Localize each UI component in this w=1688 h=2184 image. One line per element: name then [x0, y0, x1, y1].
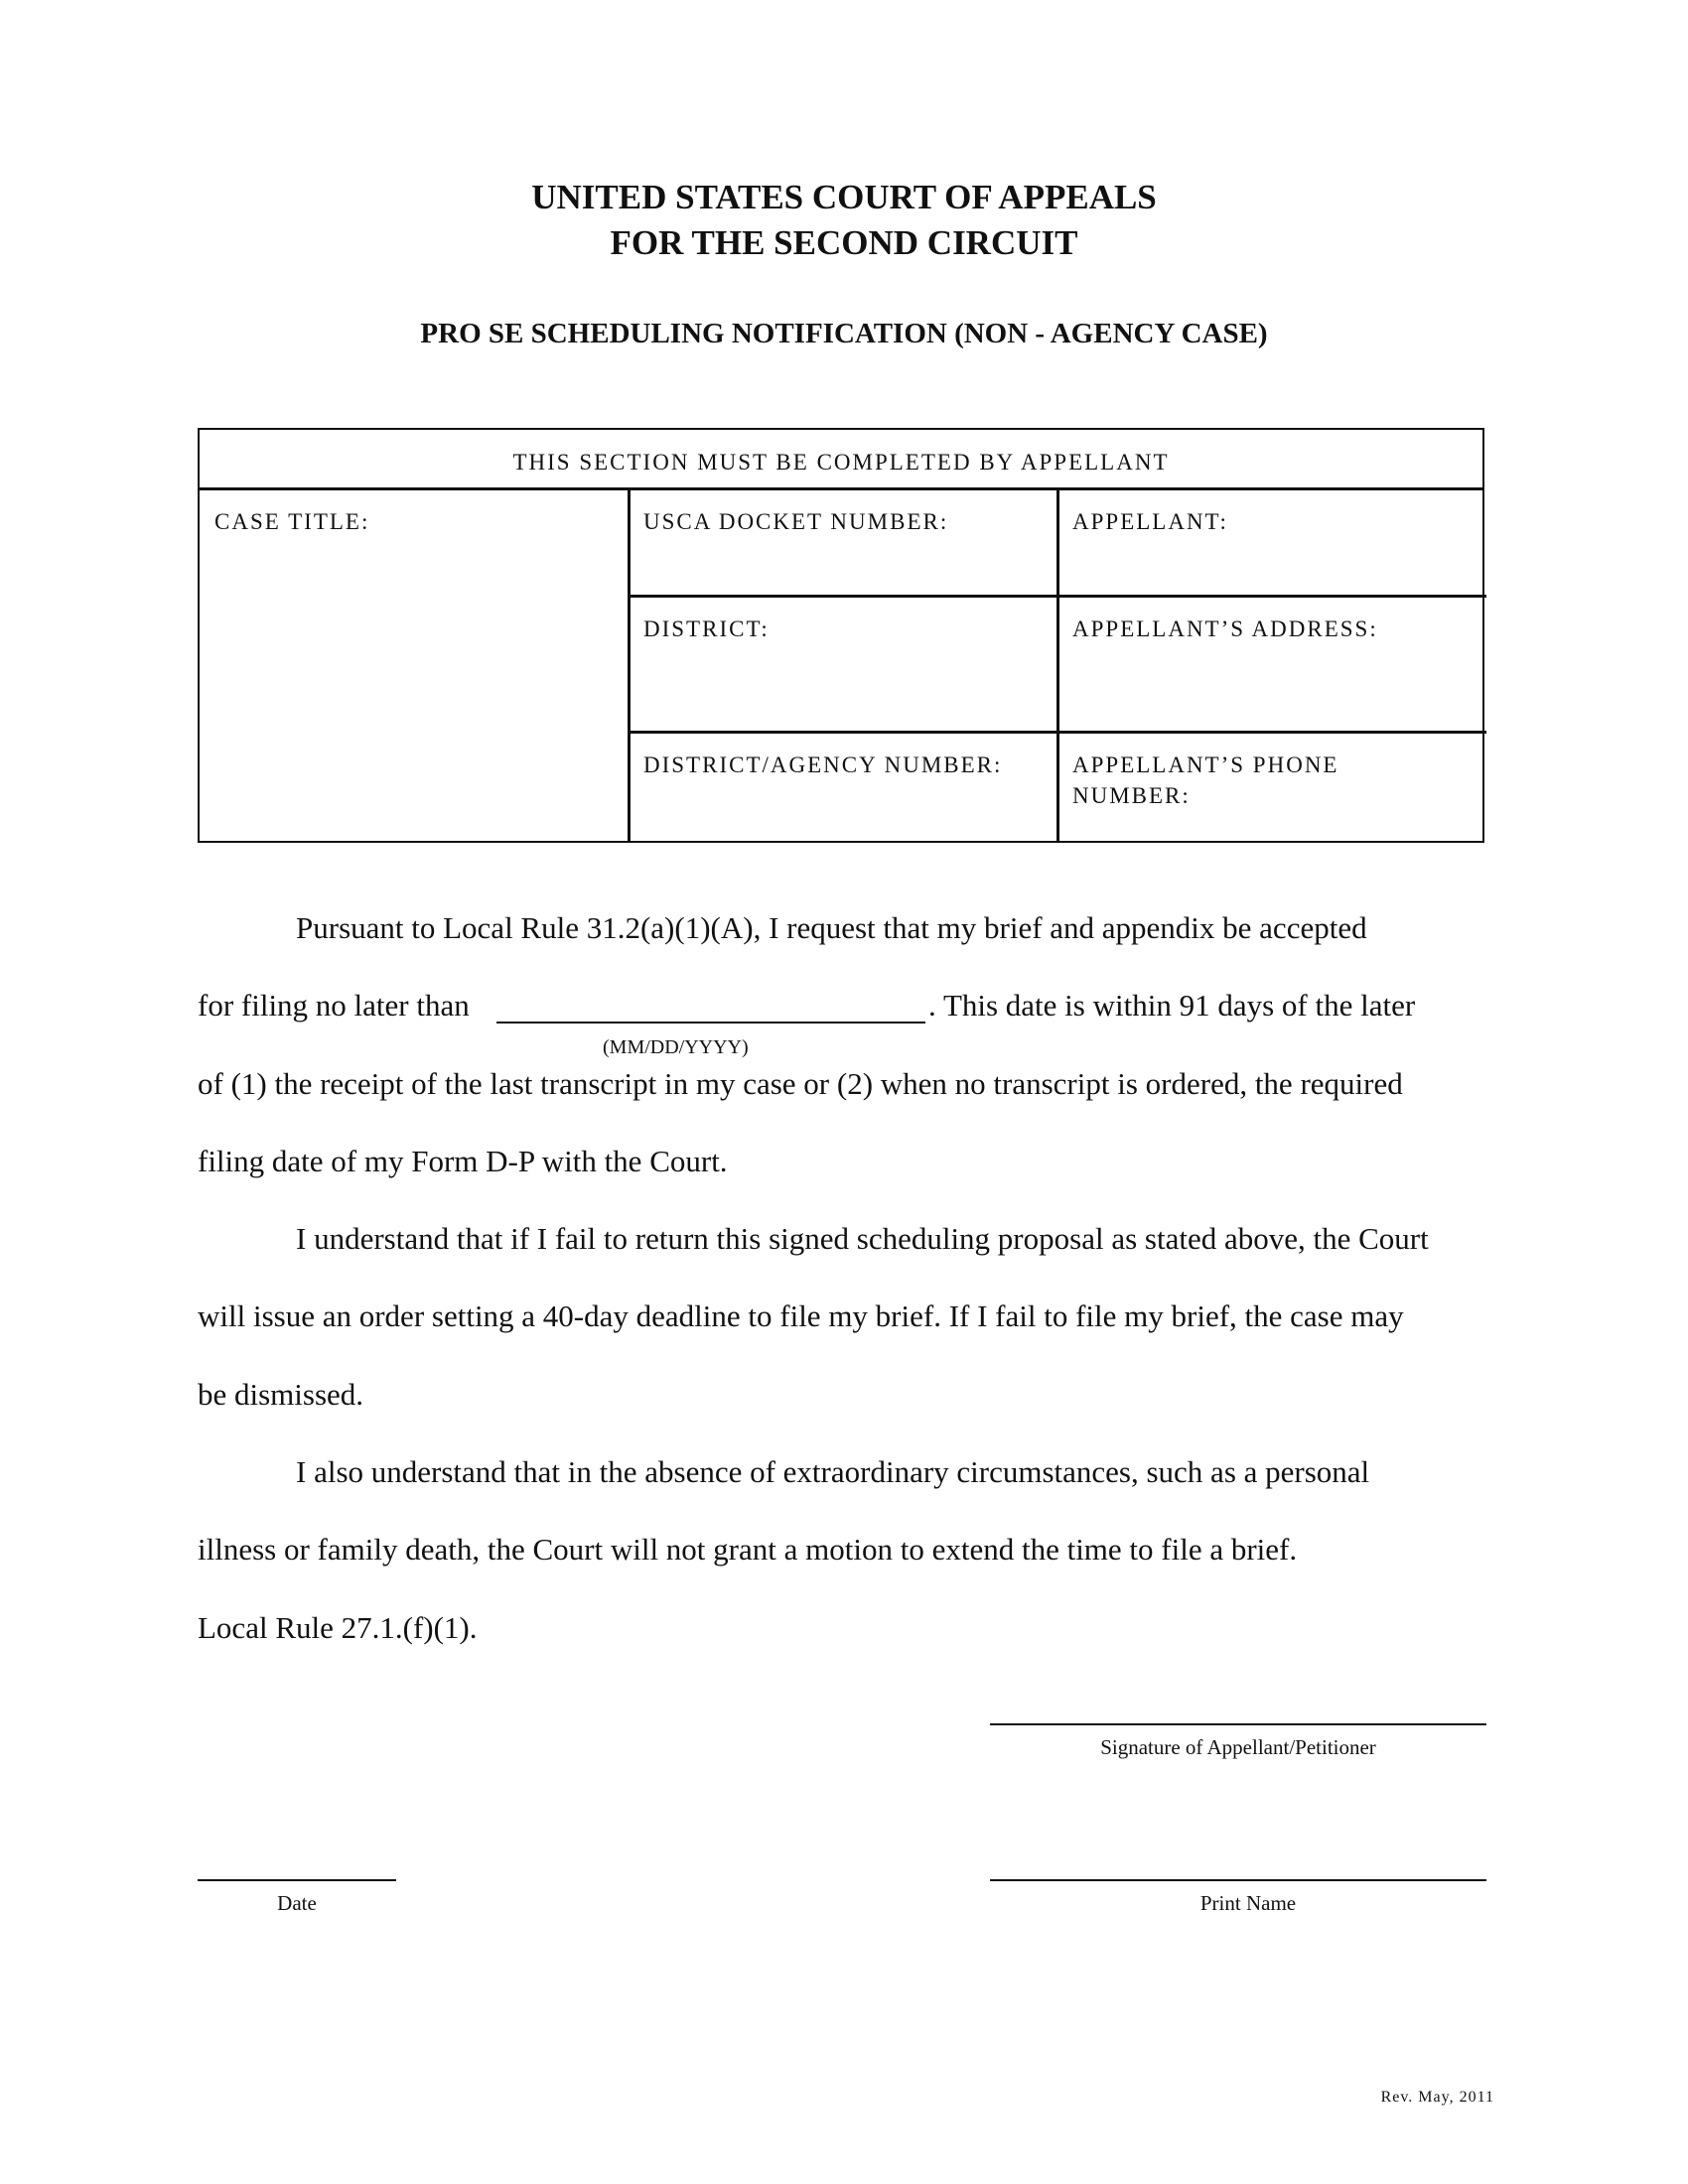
table-divider: [200, 487, 1482, 490]
table-divider: [628, 487, 631, 843]
paragraph-line: filing date of my Form D-P with the Court.: [198, 1144, 728, 1178]
paragraph-line: Pursuant to Local Rule 31.2(a)(1)(A), I request that my brief and appendix be accepted: [296, 910, 1367, 945]
court-title: UNITED STATES COURT OF APPEALS: [531, 178, 1157, 216]
circuit-title: FOR THE SECOND CIRCUIT: [610, 223, 1078, 262]
district-agency-number-field[interactable]: DISTRICT/AGENCY NUMBER:: [643, 752, 1003, 777]
appellant-address-field[interactable]: APPELLANT’S ADDRESS:: [1072, 616, 1378, 641]
appellant-phone-field[interactable]: [1072, 750, 1338, 811]
print-name-line[interactable]: [990, 1879, 1486, 1881]
paragraph-line: illness or family death, the Court will not grant a motion to extend the time to file a brief.: [198, 1532, 1298, 1567]
paragraph-line: of (1) the receipt of the last transcript in my case or (2) when no transcript is ordered, the required: [198, 1066, 1403, 1101]
docket-number-field[interactable]: USCA DOCKET NUMBER:: [643, 509, 949, 534]
print-name-label: Print Name: [1199, 1891, 1297, 1915]
paragraph-line: for filing no later than: [198, 988, 470, 1023]
paragraph-line: I understand that if I fail to return this signed scheduling proposal as stated above, the Court: [296, 1221, 1429, 1256]
appellant-info-table: [198, 428, 1484, 843]
date-label: Date: [277, 1891, 317, 1915]
revision-note: Rev. May, 2011: [1380, 2089, 1494, 2106]
signature-line[interactable]: [990, 1723, 1486, 1725]
paragraph-line: be dismissed.: [198, 1377, 364, 1412]
table-divider: [628, 595, 1486, 598]
paragraph-line: I also understand that in the absence of extraordinary circumstances, such as a personal: [296, 1454, 1370, 1489]
appellant-phone-label-line1: APPELLANT’S PHONE: [1072, 752, 1339, 777]
appellant-phone-label-line2: NUMBER:: [1072, 783, 1191, 808]
table-divider: [1056, 487, 1059, 843]
filing-date-input-line[interactable]: [496, 1022, 925, 1024]
signature-label: Signature of Appellant/Petitioner: [1100, 1735, 1376, 1759]
paragraph-line: . This date is within 91 days of the later: [928, 988, 1416, 1023]
district-field[interactable]: DISTRICT:: [643, 616, 770, 641]
section-header: THIS SECTION MUST BE COMPLETED BY APPELLANT: [512, 450, 1170, 475]
case-title-field[interactable]: CASE TITLE:: [214, 509, 370, 534]
paragraph-line: Local Rule 27.1.(f)(1).: [198, 1610, 478, 1645]
appellant-field[interactable]: APPELLANT:: [1072, 509, 1228, 534]
paragraph-line: will issue an order setting a 40-day deadline to file my brief. If I fail to file my brief, the case may: [198, 1298, 1404, 1333]
table-divider: [628, 731, 1486, 734]
date-line[interactable]: [198, 1879, 396, 1881]
date-format-hint: (MM/DD/YYYY): [603, 1036, 749, 1058]
form-title: PRO SE SCHEDULING NOTIFICATION (NON - AGENCY CASE): [420, 318, 1268, 349]
